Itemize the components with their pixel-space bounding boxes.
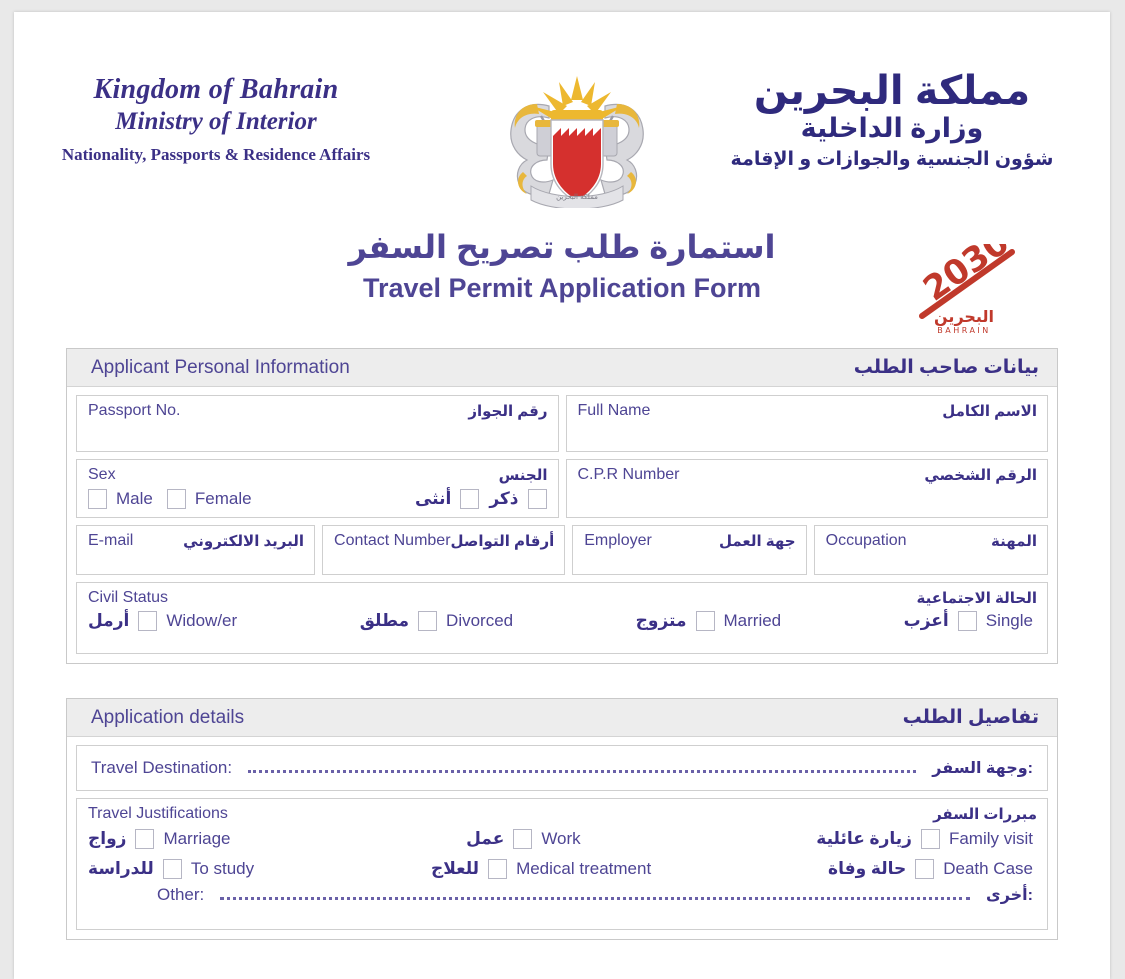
cpr-label-en: C.P.R Number xyxy=(577,466,680,483)
kingdom-line-arabic: مملكة البحرين xyxy=(753,69,1031,113)
field-contact-number[interactable] xyxy=(322,525,565,575)
field-row-sex-cpr xyxy=(76,459,1048,518)
label-male-en: Male xyxy=(116,489,153,508)
checkbox-male[interactable] xyxy=(88,489,107,509)
label-divorced-ar: مطلق xyxy=(359,611,410,630)
passport-no-label-en: Passport No. xyxy=(88,402,181,419)
section-body-applicant xyxy=(67,387,1057,663)
checkbox-option-female-en[interactable] xyxy=(167,489,252,509)
svg-text:2030: 2030 xyxy=(916,244,1017,310)
label-single-en: Single xyxy=(985,611,1033,630)
checkbox-option-to-study[interactable] xyxy=(88,859,254,879)
occupation-label-ar: المهنة xyxy=(991,533,1037,550)
header-arabic-block xyxy=(692,68,1092,171)
label-family-visit-ar: زيارة عائلية xyxy=(816,829,912,848)
checkbox-marriage[interactable] xyxy=(135,829,154,849)
field-civil-status xyxy=(76,582,1048,654)
checkbox-option-death-case[interactable] xyxy=(828,859,1033,879)
label-female-en: Female xyxy=(194,489,252,508)
checkbox-female-ar[interactable] xyxy=(460,489,479,509)
label-work-en: Work xyxy=(541,829,581,848)
svg-text:البحرين: البحرين xyxy=(934,307,994,326)
checkbox-married[interactable] xyxy=(696,611,715,631)
cpr-label-ar: الرقم الشخصي xyxy=(924,467,1037,484)
ministry-line: Ministry of Interior xyxy=(115,108,317,136)
label-to-study-en: To study xyxy=(190,859,255,878)
other-justification-row xyxy=(77,883,1047,905)
email-label-ar: البريد الالكتروني xyxy=(183,533,305,550)
svg-text:مملكة البحرين: مملكة البحرين xyxy=(556,193,598,201)
section-header-details xyxy=(67,699,1057,737)
checkbox-option-family-visit[interactable] xyxy=(816,829,1033,849)
employer-label-en: Employer xyxy=(584,532,652,549)
passport-no-label-ar: رقم الجواز xyxy=(468,403,548,420)
checkbox-male-ar[interactable] xyxy=(528,489,547,509)
checkbox-option-married[interactable] xyxy=(636,611,781,631)
affairs-line-arabic: شؤون الجنسية والجوازات و الإقامة xyxy=(730,149,1054,171)
checkbox-option-divorced[interactable] xyxy=(360,611,513,631)
label-medical-treatment-en: Medical treatment xyxy=(516,859,652,878)
checkbox-single[interactable] xyxy=(958,611,977,631)
label-marriage-ar: زواج xyxy=(88,829,127,848)
checkbox-option-male-en[interactable] xyxy=(88,489,153,509)
label-widow-ar: أرمل xyxy=(88,611,130,630)
field-sex xyxy=(76,459,559,518)
bahrain-vision-2030-logo xyxy=(894,244,1034,336)
justification-row-1 xyxy=(77,823,1047,853)
checkbox-option-male-ar[interactable] xyxy=(489,489,546,509)
checkbox-death-case[interactable] xyxy=(915,859,934,879)
email-label-en: E-mail xyxy=(88,532,134,549)
justifications-label-en: Travel Justifications xyxy=(88,805,228,822)
label-death-case-en: Death Case xyxy=(943,859,1033,878)
travel-destination-input-line[interactable] xyxy=(248,770,916,773)
checkbox-option-widow[interactable] xyxy=(88,611,237,631)
field-cpr-number[interactable] xyxy=(566,459,1049,518)
other-input-line[interactable] xyxy=(220,897,970,900)
full-name-label-en: Full Name xyxy=(577,402,651,419)
checkbox-female[interactable] xyxy=(167,489,186,509)
checkbox-divorced[interactable] xyxy=(418,611,437,631)
sex-label-ar: الجنس xyxy=(498,467,548,484)
label-divorced-en: Divorced xyxy=(446,611,514,630)
label-widow-en: Widow/er xyxy=(166,611,238,630)
label-married-en: Married xyxy=(723,611,782,630)
civil-status-label-ar: الحالة الاجتماعية xyxy=(916,590,1037,607)
field-row-civil-status xyxy=(76,582,1048,654)
section-details-title-ar: تفاصيل الطلب xyxy=(902,707,1039,728)
checkbox-widow[interactable] xyxy=(138,611,157,631)
section-title-en: Applicant Personal Information xyxy=(91,356,350,378)
field-row-identity xyxy=(76,395,1048,452)
full-name-label-ar: الاسم الكامل xyxy=(942,403,1037,420)
justification-row-2 xyxy=(77,853,1047,883)
field-employer[interactable] xyxy=(572,525,806,575)
section-applicant-personal-information xyxy=(66,348,1058,664)
field-full-name[interactable] xyxy=(566,395,1049,452)
form-title-arabic: استمارة طلب تصريح السفر xyxy=(348,229,776,265)
label-family-visit-en: Family visit xyxy=(948,829,1033,848)
field-occupation[interactable] xyxy=(814,525,1048,575)
label-male-ar: ذكر xyxy=(489,489,519,508)
field-row-contact xyxy=(76,525,1048,575)
field-row-travel-destination xyxy=(76,745,1048,791)
travel-destination-label-ar: :وجهة السفر xyxy=(932,760,1033,777)
other-label-en: Other: xyxy=(157,885,205,904)
svg-text:BAHRAIN: BAHRAIN xyxy=(937,326,991,335)
travel-destination-label-en: Travel Destination: xyxy=(91,758,233,777)
document-header xyxy=(14,12,1110,201)
field-email[interactable] xyxy=(76,525,315,575)
section-details-title-en: Application details xyxy=(91,706,245,728)
section-body-details xyxy=(67,737,1057,939)
contact-label-ar: أرقام التواصل xyxy=(450,533,555,550)
field-passport-no[interactable] xyxy=(76,395,559,452)
checkbox-work[interactable] xyxy=(513,829,532,849)
field-row-travel-justifications xyxy=(76,798,1048,930)
label-death-case-ar: حالة وفاة xyxy=(828,859,907,878)
justifications-label-ar: مبررات السفر xyxy=(933,806,1037,823)
label-to-study-ar: للدراسة xyxy=(88,859,154,878)
affairs-line: Nationality, Passports & Residence Affairs xyxy=(61,144,371,164)
kingdom-line: Kingdom of Bahrain xyxy=(93,74,339,105)
checkbox-medical-treatment[interactable] xyxy=(488,859,507,879)
civil-status-label-en: Civil Status xyxy=(88,589,169,606)
field-travel-destination[interactable] xyxy=(76,745,1048,791)
form-title-english: Travel Permit Application Form xyxy=(362,272,762,303)
header-english-block xyxy=(36,74,396,165)
checkbox-option-work[interactable] xyxy=(466,829,581,849)
section-title-ar: بيانات صاحب الطلب xyxy=(853,357,1039,378)
employer-label-ar: جهة العمل xyxy=(718,533,796,550)
ministry-line-arabic: وزارة الداخلية xyxy=(800,113,984,143)
sex-label-en: Sex xyxy=(88,466,116,483)
label-married-ar: متزوج xyxy=(635,611,687,630)
checkbox-family-visit[interactable] xyxy=(921,829,940,849)
other-label-ar: :أخرى xyxy=(986,887,1033,904)
occupation-label-en: Occupation xyxy=(825,532,907,549)
contact-label-en: Contact Number xyxy=(334,532,451,549)
checkbox-option-female-ar[interactable] xyxy=(415,489,479,509)
section-header-applicant xyxy=(67,349,1057,387)
label-single-ar: أعزب xyxy=(903,611,949,630)
checkbox-option-medical-treatment[interactable] xyxy=(431,859,651,879)
label-female-ar: أنثى xyxy=(414,489,452,508)
field-travel-justifications xyxy=(76,798,1048,930)
label-work-ar: عمل xyxy=(466,829,505,848)
checkbox-option-single[interactable] xyxy=(904,611,1033,631)
checkbox-option-marriage[interactable] xyxy=(88,829,231,849)
section-application-details xyxy=(66,698,1058,940)
label-marriage-en: Marriage xyxy=(163,829,231,848)
label-medical-treatment-ar: للعلاج xyxy=(430,859,480,878)
bahrain-coat-of-arms-icon xyxy=(497,60,657,208)
document-page xyxy=(14,12,1110,979)
checkbox-to-study[interactable] xyxy=(163,859,182,879)
